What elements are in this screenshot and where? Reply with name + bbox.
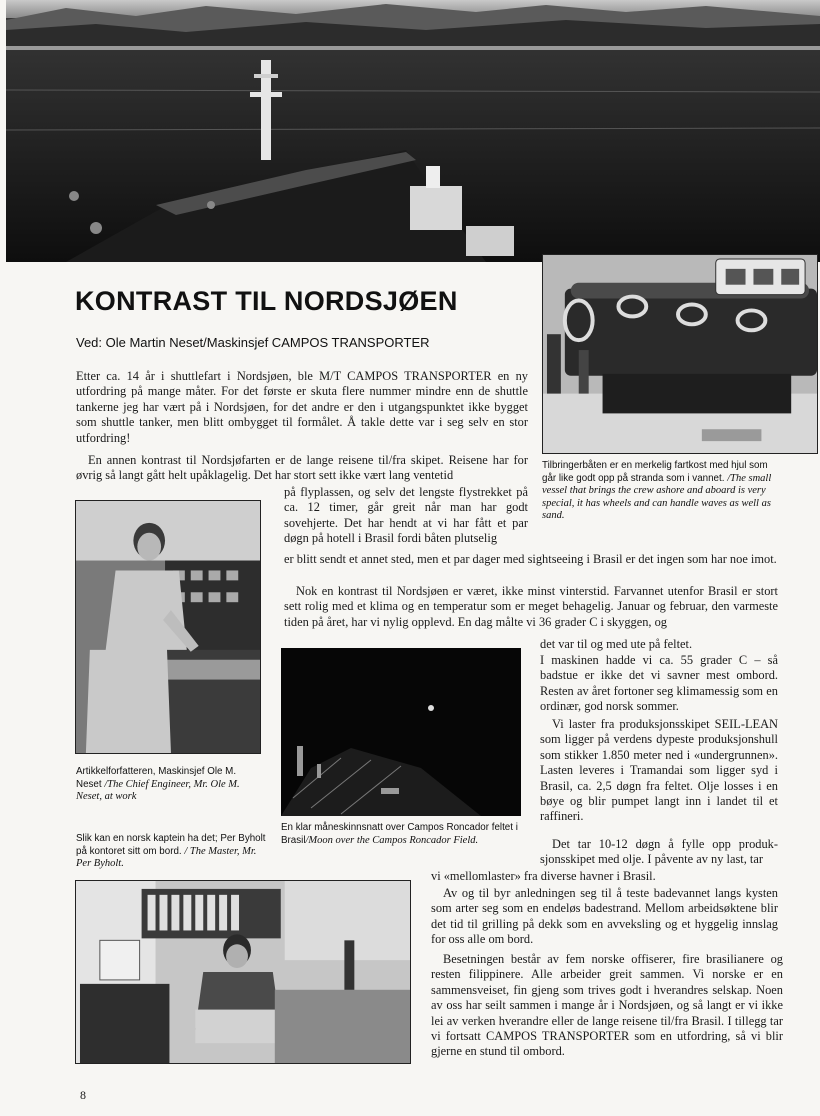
article-title: KONTRAST TIL NORDSJØEN bbox=[75, 286, 458, 316]
engineer-photo bbox=[75, 500, 261, 754]
body-paragraph: vi «mellomlaster» fra diverse havner i Brasil. bbox=[431, 869, 656, 883]
body-paragraph: Etter ca. 14 år i shuttlefart i Nordsjøen, ble M/T CAMPOS TRANSPORTER en ny utfordring på mange måter. For det første er skuta flere nummer mindre enn de shuttle tankerne jeg har vært på i Nordsjøen, for det andre er den i utgangspunktet ikke bygget som shuttle tanker, men blitt ombygget til formålet. Å takle dette var i seg selv en stor utfordring! bbox=[76, 369, 528, 445]
caption-norwegian: En klar måneskinnsnatt over Campos Roncador feltet i Brasil bbox=[281, 822, 518, 846]
body-paragraph: Besetningen består av fem norske offiserer, fire brasilianere og resten filippinere. Alle arbeider greit sammen. Vi norske er en sammensveiset, fin gjeng som trives godt i hverandres selskap. Noen av oss har seilt sammen i mange år i Nordsjøen, og så langt er vi ikke lei av verken hverandre eller de lange reisene til/fra Brasil. I tillegg tar vi fortsatt CAMPOS TRANSPORTER som en utfordring, så vi blir gjerne en stund til ombord. bbox=[431, 952, 783, 1059]
crew-boat-photo bbox=[542, 254, 818, 454]
captain-caption bbox=[76, 833, 266, 871]
hero-photo bbox=[6, 0, 820, 262]
body-paragraph: på flyplassen, og selv det lengste flystrekket på ca. 12 timer, går greit når man har godt sovehjerte. Det har hendt at vi har fått et par døgn på hotell i Brasil fordi båten plutselig bbox=[284, 485, 528, 546]
body-paragraph: Nok en kontrast til Nordsjøen er været, ikke minst vinterstid. Farvannet utenfor Brasil er stort sett rolig med et klima og en temperatur som er meget behagelig. Januar og februar, den varmeste tiden på året, har vi nylig opplevd. En dag målte vi 36 grader C i skyggen, og bbox=[284, 584, 778, 629]
caption-norwegian: Tilbringerbåten er en merkelig fartkost med hjul som går like godt opp på stranda som i vannet. bbox=[542, 460, 768, 484]
caption-english: / The Master, Mr. Per Byholt. bbox=[76, 845, 257, 870]
crew-boat-caption bbox=[542, 460, 780, 523]
page-number: 8 bbox=[80, 1088, 86, 1102]
caption-english: /Moon over the Campos Roncador Field. bbox=[305, 834, 479, 846]
body-paragraph: Vi laster fra produksjonsskipet SEIL-LEAN som ligger på verdens dypeste produksjonshull som stikker 1.850 meter ned i «undergrunnen». Lasten leveres i Tramandai som ligger syd i Brasil, ca. 2,5 døgn fra feltet. Olje losses i en bøye og blir pumpet langt inn i landet til et raffineri. bbox=[540, 717, 778, 824]
caption-norwegian: Artikkelforfatteren, Maskinsjef Ole M. Neset bbox=[76, 766, 237, 790]
caption-english: /The small vessel that brings the crew ashore and aboard is very special, it has wheels and can handle waves as well as sand. bbox=[542, 472, 772, 522]
body-paragraph: En annen kontrast til Nordsjøfarten er de lange reisene til/fra skipet. Reisene har for øvrig så langt gått helt upåklagelig. Det har stort sett ikke vært lang ventetid bbox=[76, 453, 528, 483]
article-byline: Ved: Ole Martin Neset/Maskinsjef CAMPOS TRANSPORTER bbox=[76, 335, 430, 350]
body-paragraph: det var til og med ute på feltet. bbox=[540, 637, 693, 651]
moon-caption bbox=[281, 822, 521, 847]
body-paragraph: Det tar 10-12 døgn å fylle opp produk-sjonsskipet med olje. I påvente av ny last, tar bbox=[540, 837, 778, 867]
body-paragraph: Av og til byr anledningen seg til å teste badevannet langs kysten som arter seg som en endeløs badestrand. Mellom arbeidsøktene blir det tid til grilling på dekk som en avveksling og et hyggelig innslag for oss alle om bord. bbox=[431, 886, 778, 947]
caption-norwegian: Slik kan en norsk kaptein ha det; Per Byholt på kontoret sitt om bord. bbox=[76, 833, 266, 857]
captain-office-photo bbox=[75, 880, 411, 1064]
moonlit-night-photo bbox=[281, 648, 521, 816]
body-paragraph: I maskinen hadde vi ca. 55 grader C – så badstue er ikke det vi savner mest ombord. Resten av året fortoner seg klimamessig som en ordinær, god norsk sommer. bbox=[540, 653, 778, 714]
caption-english: /The Chief Engineer, Mr. Ole M. Neset, at work bbox=[76, 778, 240, 803]
body-paragraph: er blitt sendt et annet sted, men et par dager med sightseeing i Brasil er det ingen som har noe imot. bbox=[284, 552, 777, 566]
engineer-caption bbox=[76, 766, 262, 804]
